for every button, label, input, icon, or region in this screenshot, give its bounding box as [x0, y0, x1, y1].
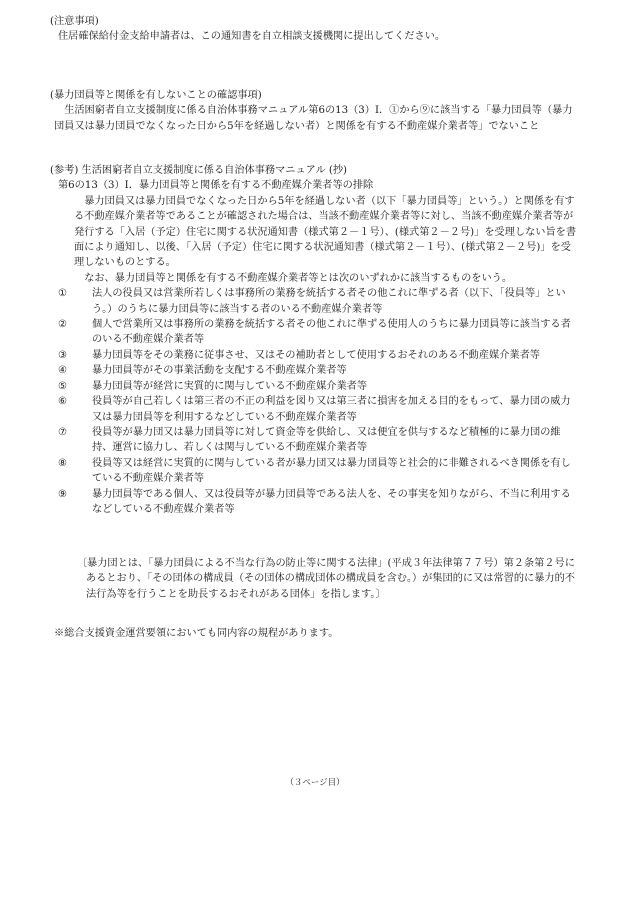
- item-text: 暴力団員等が経営に実質的に関与している不動産媒介業者等: [92, 380, 368, 392]
- notice-section: [50, 14, 580, 45]
- confirmation-section: [50, 88, 580, 134]
- item-text: 役員等が自己若しくは第三者の不正の利益を図り又は第三者に損害を加える目的をもって、暴力団の威力又は暴力団員等を利用するなどしている不動産媒介業者等: [92, 396, 571, 423]
- reference-item-list: [50, 286, 580, 517]
- item-number: ⑤: [58, 380, 68, 392]
- reference-item: [50, 348, 580, 363]
- confirmation-text: 生活困窮者自立支援制度に係る自治体事務マニュアル第6の13（3）Ⅰ．①から⑨に該当する「暴力団員等（暴力団員又は暴力団員でなくなった日から5年を経過しない者）と関係を有する不動産媒介業者等」でないこと: [54, 105, 573, 132]
- footnote: ※総合支援資金運営要領においても同内容の規程があります。: [54, 628, 339, 639]
- reference-item: [50, 317, 580, 348]
- reference-item: [50, 487, 580, 518]
- reference-item: [50, 379, 580, 394]
- reference-section: [50, 163, 580, 517]
- reference-item: [50, 363, 580, 378]
- item-text: 個人で営業所又は事務所の業務を統括する者その他これに準ずる使用人のうちに暴力団員等に該当する者のいる不動産媒介業者等: [92, 319, 571, 346]
- item-text: 暴力団員等である個人、又は役員等が暴力団員等である法人を、その事実を知りながら、不当に利用するなどしている不動産媒介業者等: [92, 488, 571, 515]
- item-text: 役員等又は経営に実質的に関与している者が暴力団又は暴力団員等と社会的に非難されるべき関係を有している不動産媒介業者等: [92, 457, 571, 485]
- item-number: ①: [58, 288, 68, 300]
- notice-text: 住居確保給付金支給申請者は、この通知書を自立相談支援機関に提出してください。: [58, 31, 446, 43]
- page-number: （３ページ目）: [285, 778, 345, 788]
- reference-paragraph-2: なお、暴力団員等と関係を有する不動産媒介業者等とは次のいずれかに該当するものをいう。: [84, 272, 513, 284]
- reference-heading: (参考) 生活困窮者自立支援制度に係る自治体事務マニュアル (抄): [50, 165, 348, 176]
- item-number: ⑥: [58, 396, 68, 408]
- reference-paragraph-1: 暴力団員又は暴力団員でなくなった日から5年を経過しない者（以下「暴力団員等」という。）と関係を有する不動産媒介業者等であることが確認された場合は、当該不動産媒介業者等に対し、当該不動産媒介業者等が発行する「入居（予定）住宅に関する状況通知書（様式第２－１号）、(様式第２－２号)」を受理しない旨を書面により通知し、以後、「入居（予定）住宅に関する状況通知書（様式第２－１号）、(様式第２－２号)」を受理しないものとする。: [74, 195, 577, 269]
- item-number: ②: [58, 319, 68, 331]
- reference-item: [50, 394, 580, 425]
- item-text: 役員等が暴力団又は暴力団員等に対して資金等を供給し、又は便宜を供与するなど積極的に暴力団の維持、運営に協力し、若しくは関与している不動産媒介業者等: [92, 426, 561, 454]
- item-text: 暴力団員等をその業務に従事させ、又はその補助者として使用するおそれのある不動産媒介業者等: [92, 349, 540, 361]
- item-text: 法人の役員又は営業所若しくは事務所の業務を統括する者その他これに準ずる者（以下、「役員等」という。）のうちに暴力団員等に該当する者のいる不動産媒介業者等: [92, 288, 566, 315]
- confirmation-heading: (暴力団員等と関係を有しないことの確認事項): [50, 90, 262, 101]
- item-number: ⑨: [58, 488, 68, 500]
- item-number: ⑧: [58, 457, 68, 469]
- reference-item: [50, 425, 580, 456]
- item-number: ⑦: [58, 426, 68, 438]
- definition-section: [50, 556, 580, 602]
- footnote-section: [50, 626, 580, 641]
- item-text: 暴力団員等がその事業活動を支配する不動産媒介業者等: [92, 365, 347, 377]
- reference-item: [50, 286, 580, 317]
- reference-item: [50, 456, 580, 487]
- item-number: ③: [58, 349, 68, 361]
- reference-subheading: 第6の13（3）Ⅰ．暴力団員等と関係を有する不動産媒介業者等の排除: [58, 180, 374, 192]
- notice-heading: (注意事項): [50, 16, 99, 27]
- item-number: ④: [58, 365, 68, 377]
- boryokudan-definition: 〔暴力団とは、「暴力団員による不当な行為の防止等に関する法律」(平成３年法律第７７号）第２条第２号にあるとおり、「その団体の構成員（その団体の構成団体の構成員を含む。）が集団的に又は常習的に暴力的不法行為等を行うことを助長するおそれがある団体」を指します。〕: [76, 558, 575, 600]
